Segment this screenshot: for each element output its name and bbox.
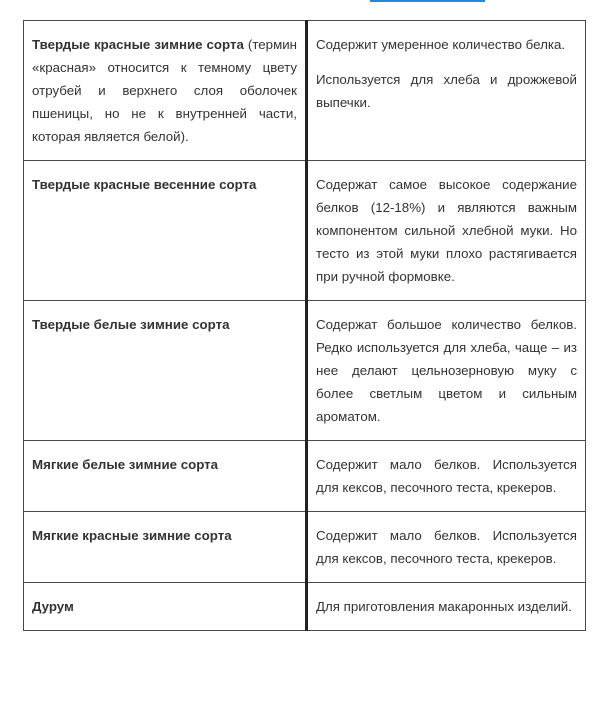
variety-name: Твердые белые зимние сорта — [32, 317, 230, 332]
variety-note: (термин «красная» относится к темному цвету отрубей и верхнего слоя оболочек пшеницы, но не к внутренней части, которая является белой). — [32, 37, 297, 144]
variety-cell — [24, 21, 307, 161]
wheat-varieties-table — [23, 20, 586, 631]
description-text: Содержат большое количество белков. Редко используется для хлеба, чаще – из нее делают цельнозерновую муку с более светлым цветом и сильным ароматом. — [316, 317, 577, 424]
variety-name: Твердые красные зимние сорта — [32, 37, 244, 52]
variety-cell — [24, 441, 307, 512]
description-text: Используется для хлеба и дрожжевой выпечки. — [316, 72, 577, 110]
variety-name: Твердые красные весенние сорта — [32, 177, 257, 192]
variety-cell — [24, 512, 307, 583]
description-text: Содержит умеренное количество белка. — [316, 37, 566, 52]
description-cell — [307, 441, 586, 512]
description-cell — [307, 21, 586, 161]
table-row — [24, 161, 586, 301]
table-row — [24, 512, 586, 583]
description-cell — [307, 512, 586, 583]
variety-cell — [24, 301, 307, 441]
description-text: Содержат самое высокое содержание белков (12-18%) и являются важным компонентом сильной хлебной муки. Но тесто из этой муки плохо растягивается при ручной формовке. — [316, 177, 577, 284]
link-underline[interactable] — [370, 0, 485, 2]
description-cell — [307, 301, 586, 441]
variety-cell — [24, 583, 307, 631]
variety-name: Мягкие красные зимние сорта — [32, 528, 232, 543]
variety-name: Дурум — [32, 599, 74, 614]
description-text: Для приготовления макаронных изделий. — [316, 599, 572, 614]
description-text: Содержит мало белков. Используется для кексов, песочного теста, крекеров. — [316, 528, 577, 566]
table-row — [24, 583, 586, 631]
table-row — [24, 301, 586, 441]
variety-cell — [24, 161, 307, 301]
variety-name: Мягкие белые зимние сорта — [32, 457, 219, 472]
table-row — [24, 441, 586, 512]
description-text: Содержит мало белков. Используется для кексов, песочного теста, крекеров. — [316, 457, 577, 495]
description-cell — [307, 161, 586, 301]
table-row — [24, 21, 586, 161]
description-cell — [307, 583, 586, 631]
